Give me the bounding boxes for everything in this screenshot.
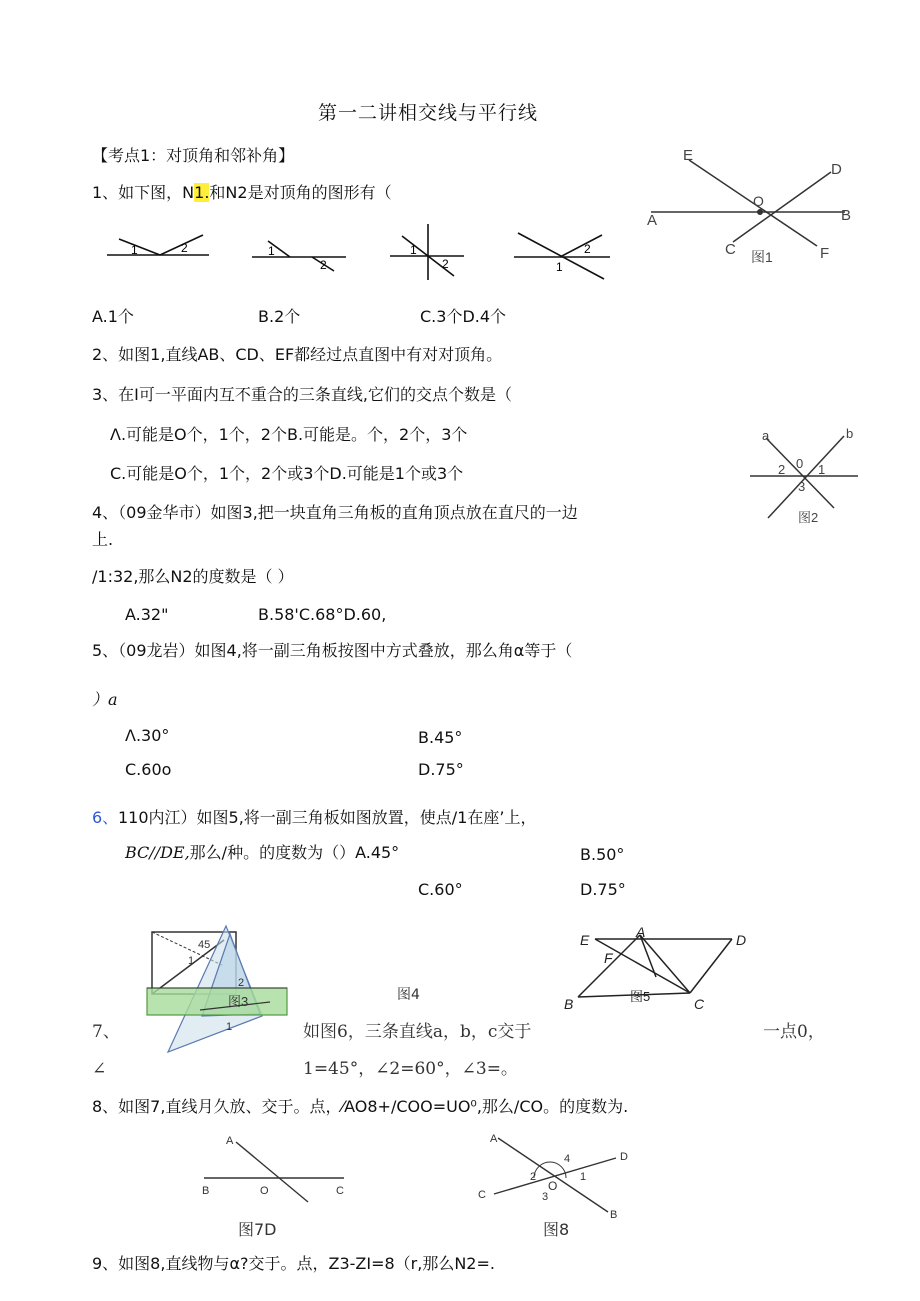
fig2-label-3: 3 bbox=[798, 479, 806, 494]
page-title: 第一二讲相交线与平行线 bbox=[318, 102, 539, 124]
q1a-label-1: 1 bbox=[131, 243, 138, 257]
fig8-label-2: 2 bbox=[530, 1171, 537, 1183]
figure-4-caption: 图4 bbox=[397, 987, 420, 1003]
question-8: 8、如图7,直线月久放、交于。点，⁄AO8+/COO=UO⁰,那么/CO。的度数为. bbox=[92, 1097, 629, 1116]
question-9: 9、如图8,直线物与α?交于。点，Z3-ZI=8（r,那么N2=. bbox=[92, 1254, 495, 1273]
question-5-line1: 5、（09龙岩）如图4,将一副三角板按图中方式叠放，那么角α等于（ bbox=[92, 641, 573, 660]
q1-highlight: 1. bbox=[194, 183, 210, 202]
question-5-line2: ）a bbox=[92, 690, 118, 709]
q1a-label-2: 2 bbox=[181, 241, 188, 255]
fig2-label-2: 2 bbox=[778, 462, 786, 477]
q3-options-ab: Λ.可能是O个，1个，2个B.可能是。个，2个，3个 bbox=[110, 425, 468, 444]
fig3-label-2: 2 bbox=[238, 977, 245, 989]
q1-option-a: A.1个 bbox=[92, 307, 134, 326]
figure-5 bbox=[560, 925, 760, 1017]
q1c-label-2: 2 bbox=[442, 257, 449, 271]
q6-parallel: BC//DE, bbox=[125, 843, 190, 862]
fig2-label-1: 1 bbox=[818, 462, 826, 477]
fig7-label-c: C bbox=[336, 1185, 344, 1197]
q1b-label-1: 1 bbox=[268, 244, 275, 258]
fig1-label-d: D bbox=[831, 161, 842, 178]
q6-option-d: D.75° bbox=[580, 880, 626, 899]
question-7-text: 如图6，三条直线a，b，c交于 bbox=[303, 1022, 532, 1042]
fig8-label-a: A bbox=[490, 1133, 498, 1145]
fig5-label-e: E bbox=[580, 932, 590, 948]
q1-pre: 1、如下图，N bbox=[92, 183, 195, 202]
q7-angle-symbol: ∠ bbox=[92, 1059, 107, 1079]
fig1-label-a: A bbox=[647, 212, 658, 229]
question-1 bbox=[92, 183, 392, 203]
figure-2 bbox=[748, 428, 863, 528]
section-heading: 【考点1：对顶角和邻补角】 bbox=[92, 146, 295, 165]
fig3-label-1b: 1 bbox=[226, 1021, 233, 1033]
q4-option-bcd: B.58'C.68°D.60, bbox=[258, 605, 387, 624]
fig2-label-o: 0 bbox=[796, 456, 804, 471]
q5-option-b: B.45° bbox=[418, 728, 463, 747]
q6-option-b: B.50° bbox=[580, 845, 625, 864]
fig2-label-a: a bbox=[762, 428, 770, 443]
fig1-label-e: E bbox=[683, 147, 694, 164]
q7-number: 7、 bbox=[92, 1022, 120, 1042]
fig7-label-o: O bbox=[260, 1185, 269, 1197]
q1-post: 和N2是对顶角的图形有（ bbox=[209, 183, 392, 202]
q7-end: 一点0， bbox=[763, 1022, 825, 1042]
fig3-label-1: 1 bbox=[188, 955, 195, 967]
question-3: 3、在I可一平面内互不重合的三条直线,它们的交点个数是（ bbox=[92, 385, 512, 404]
fig2-label-b: b bbox=[846, 426, 854, 441]
fig3-label-45: 45 bbox=[198, 939, 211, 951]
fig8-label-o: O bbox=[548, 1179, 558, 1193]
fig1-label-c: C bbox=[725, 241, 736, 258]
q5-option-c: C.60o bbox=[125, 760, 172, 779]
fig5-label-f: F bbox=[604, 950, 613, 966]
q6-number: 6、 bbox=[92, 808, 119, 827]
fig5-label-d: D bbox=[736, 932, 747, 948]
figure-8-caption: 图8 bbox=[543, 1220, 570, 1239]
q1-figure-b bbox=[250, 233, 350, 273]
fig8-label-b: B bbox=[610, 1209, 618, 1221]
q6-rest: 那么/种。的度数为（）A.45° bbox=[189, 843, 400, 862]
q1-option-b: B.2个 bbox=[258, 307, 301, 326]
q1d-label-1: 1 bbox=[556, 260, 563, 274]
fig1-label-o: O bbox=[753, 193, 764, 209]
fig1-label-f: F bbox=[820, 245, 830, 262]
q6-option-c: C.60° bbox=[418, 880, 463, 899]
fig5-label-b: B bbox=[564, 996, 574, 1012]
fig5-caption: 图5 bbox=[630, 989, 651, 1004]
fig8-label-c: C bbox=[478, 1189, 486, 1201]
q1d-label-2: 2 bbox=[584, 242, 591, 256]
question-4-line3: /1:32,那么N2的度数是（ ） bbox=[92, 567, 294, 586]
question-4-line1: 4、（09金华市）如图3,把一块直角三角板的直角顶点放在直尺的一边 bbox=[92, 503, 578, 522]
fig2-caption: 图2 bbox=[798, 510, 819, 525]
q1-figure-a bbox=[105, 225, 215, 265]
q3-options-cd: C.可能是O个，1个，2个或3个D.可能是1个或3个 bbox=[110, 464, 464, 483]
fig3-caption: 图3 bbox=[228, 994, 249, 1009]
fig8-label-4: 4 bbox=[564, 1153, 571, 1165]
fig7-label-a: A bbox=[226, 1135, 234, 1147]
figure-1 bbox=[645, 148, 860, 268]
fig8-label-3: 3 bbox=[542, 1191, 549, 1203]
q7-values: 1=45°，∠2=60°，∠3=。 bbox=[303, 1059, 518, 1079]
figure-7 bbox=[196, 1130, 356, 1205]
fig1-caption: 图1 bbox=[751, 249, 773, 265]
fig8-label-1: 1 bbox=[580, 1171, 587, 1183]
q1-option-cd: C.3个D.4个 bbox=[420, 307, 507, 326]
q1c-label-1: 1 bbox=[410, 243, 417, 257]
question-4-line2: 上. bbox=[92, 530, 114, 549]
q5-option-d: D.75° bbox=[418, 760, 464, 779]
q5-option-a: Λ.30° bbox=[125, 726, 170, 745]
figure-7-caption: 图7D bbox=[238, 1220, 277, 1239]
fig5-label-c: C bbox=[694, 996, 705, 1012]
fig1-label-b: B bbox=[841, 207, 852, 224]
question-6-line1: 110内江）如图5,将一副三角板如图放置，使点/1在座’上， bbox=[118, 808, 537, 827]
q1-figure-d bbox=[512, 225, 612, 280]
q1b-label-2: 2 bbox=[320, 258, 327, 272]
figure-8 bbox=[470, 1128, 650, 1223]
q4-option-a: A.32" bbox=[125, 605, 169, 624]
fig8-label-d: D bbox=[620, 1151, 628, 1163]
q1-figure-c bbox=[388, 222, 468, 282]
figure-3 bbox=[140, 922, 300, 1054]
fig7-label-b: B bbox=[202, 1185, 210, 1197]
fig5-label-a: A bbox=[636, 924, 646, 940]
question-2: 2、如图1,直线AB、CD、EF都经过点直图中有对对顶角。 bbox=[92, 345, 503, 364]
question-6-line2 bbox=[125, 843, 399, 863]
